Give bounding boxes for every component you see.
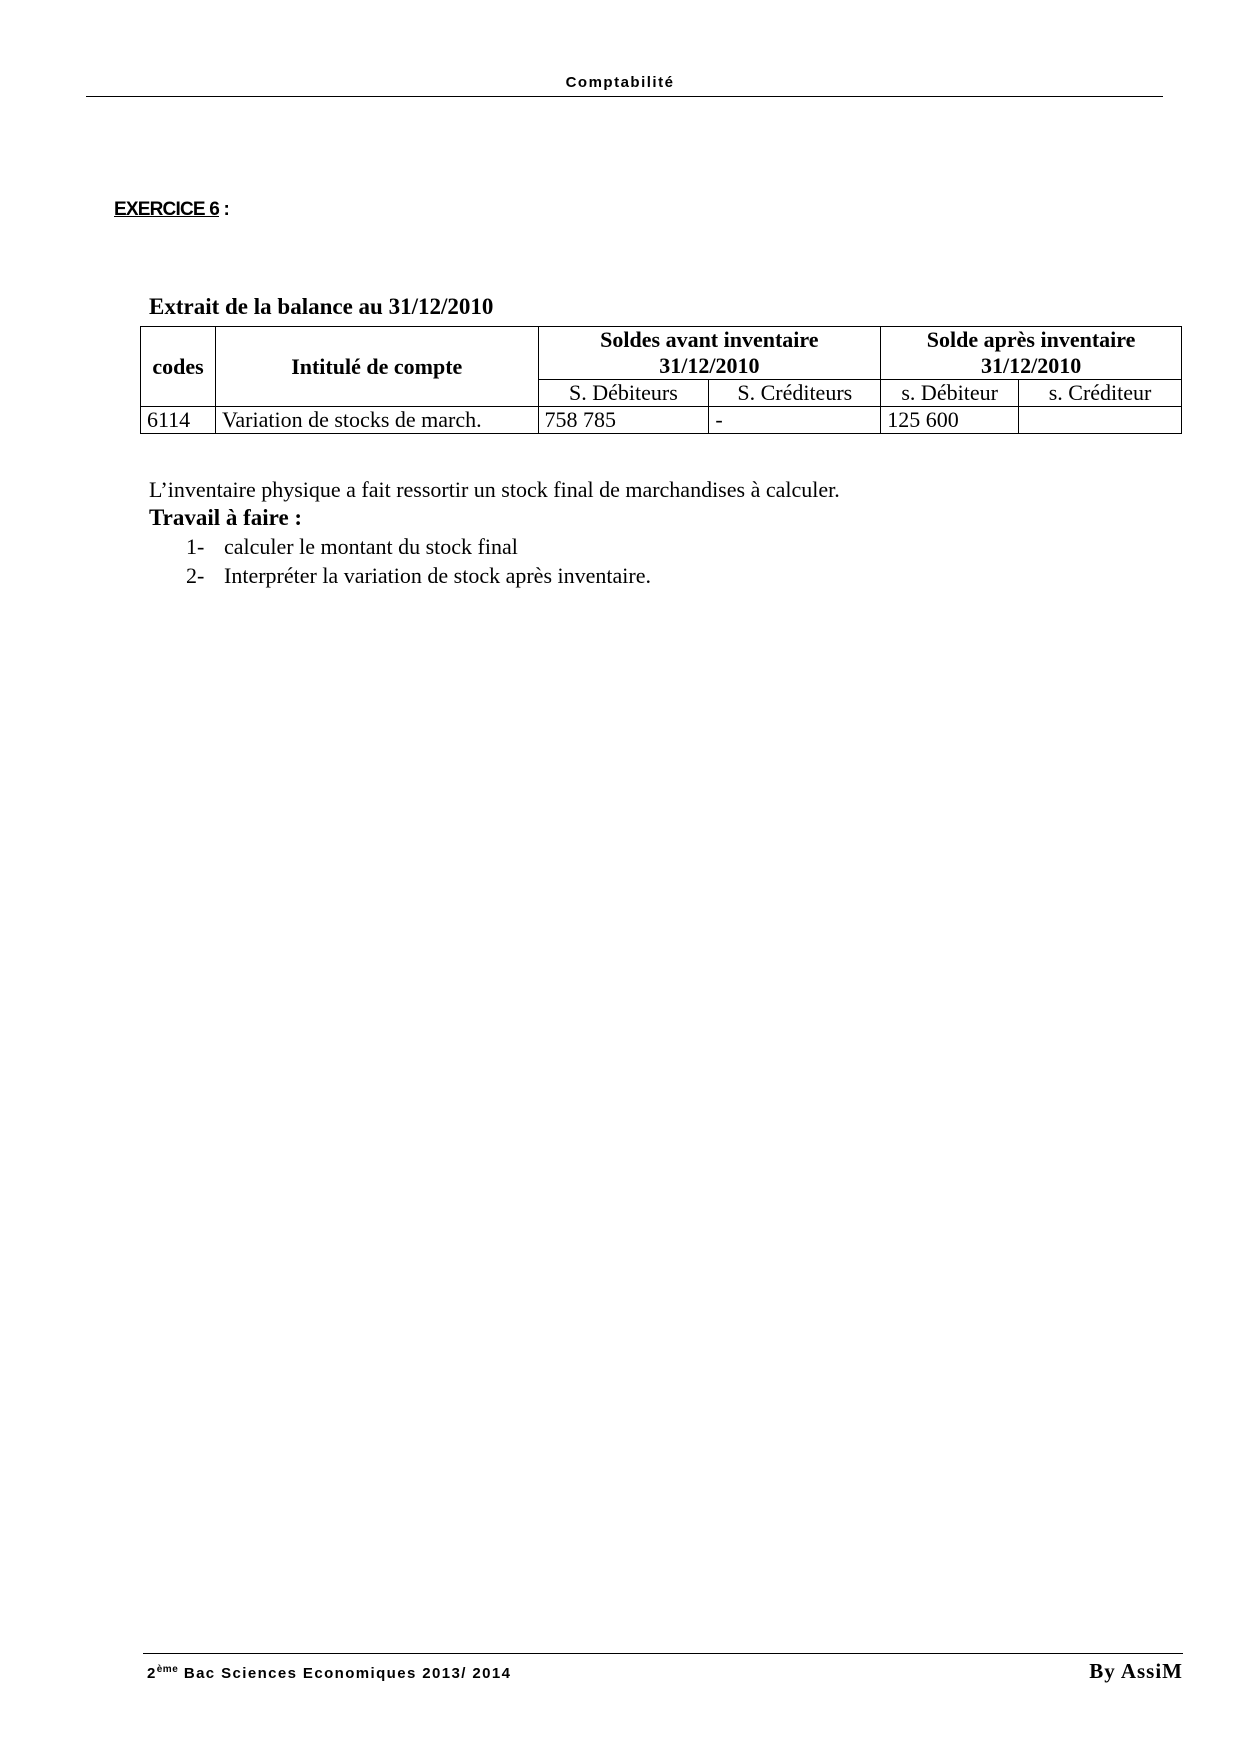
footer-divider bbox=[143, 1653, 1183, 1654]
statement-text: L’inventaire physique a fait ressortir un stock final de marchandises à calculer. bbox=[149, 477, 840, 502]
list-item bbox=[149, 561, 1149, 590]
header-intitule: Intitulé de compte bbox=[215, 327, 538, 407]
footer-level-rest: Bac Sciences Economiques 2013/ 2014 bbox=[178, 1665, 512, 1682]
header-solde-apres bbox=[881, 327, 1182, 380]
footer-level bbox=[147, 1664, 511, 1682]
task-number: 1- bbox=[186, 534, 205, 559]
header-soldes-avant-line2: 31/12/2010 bbox=[659, 353, 760, 378]
subheader-avant-debit: S. Débiteurs bbox=[538, 380, 709, 407]
header-codes: codes bbox=[141, 327, 216, 407]
subheader-apres-debit: s. Débiteur bbox=[881, 380, 1019, 407]
balance-table bbox=[140, 326, 1182, 434]
cell-intitule: Variation de stocks de march. bbox=[215, 407, 538, 434]
header-solde-apres-line1: Solde après inventaire bbox=[926, 327, 1136, 352]
header-divider bbox=[86, 96, 1163, 97]
page-header-title: Comptabilité bbox=[565, 74, 675, 91]
balance-title: Extrait de la balance au 31/12/2010 bbox=[149, 294, 494, 319]
task-title: Travail à faire : bbox=[149, 505, 303, 530]
header-solde-apres-line2: 31/12/2010 bbox=[980, 353, 1082, 378]
table-row bbox=[141, 407, 1182, 434]
footer-level-sup: ème bbox=[156, 1664, 179, 1675]
subheader-apres-credit: s. Créditeur bbox=[1019, 380, 1182, 407]
subheader-avant-credit: S. Créditeurs bbox=[709, 380, 881, 407]
cell-avant-debit: 758 785 bbox=[538, 407, 709, 434]
task-list bbox=[149, 532, 1149, 590]
task-text: Interpréter la variation de stock après inventaire. bbox=[224, 563, 651, 588]
footer-level-num: 2 bbox=[147, 1665, 157, 1682]
table-header-row bbox=[141, 327, 1182, 380]
exercise-suffix: : bbox=[218, 199, 229, 220]
footer-author: By AssiM bbox=[1089, 1659, 1183, 1683]
exercise-label: EXERCICE 6 bbox=[114, 199, 219, 220]
cell-apres-credit bbox=[1019, 407, 1182, 434]
task-text: calculer le montant du stock final bbox=[224, 534, 518, 559]
header-soldes-avant bbox=[538, 327, 881, 380]
cell-avant-credit: - bbox=[709, 407, 881, 434]
cell-apres-debit: 125 600 bbox=[881, 407, 1019, 434]
cell-code: 6114 bbox=[141, 407, 216, 434]
header-soldes-avant-line1: Soldes avant inventaire bbox=[600, 327, 819, 352]
exercise-body bbox=[149, 476, 1149, 590]
task-number: 2- bbox=[186, 563, 205, 588]
list-item bbox=[149, 532, 1149, 561]
exercise-heading bbox=[114, 199, 229, 221]
